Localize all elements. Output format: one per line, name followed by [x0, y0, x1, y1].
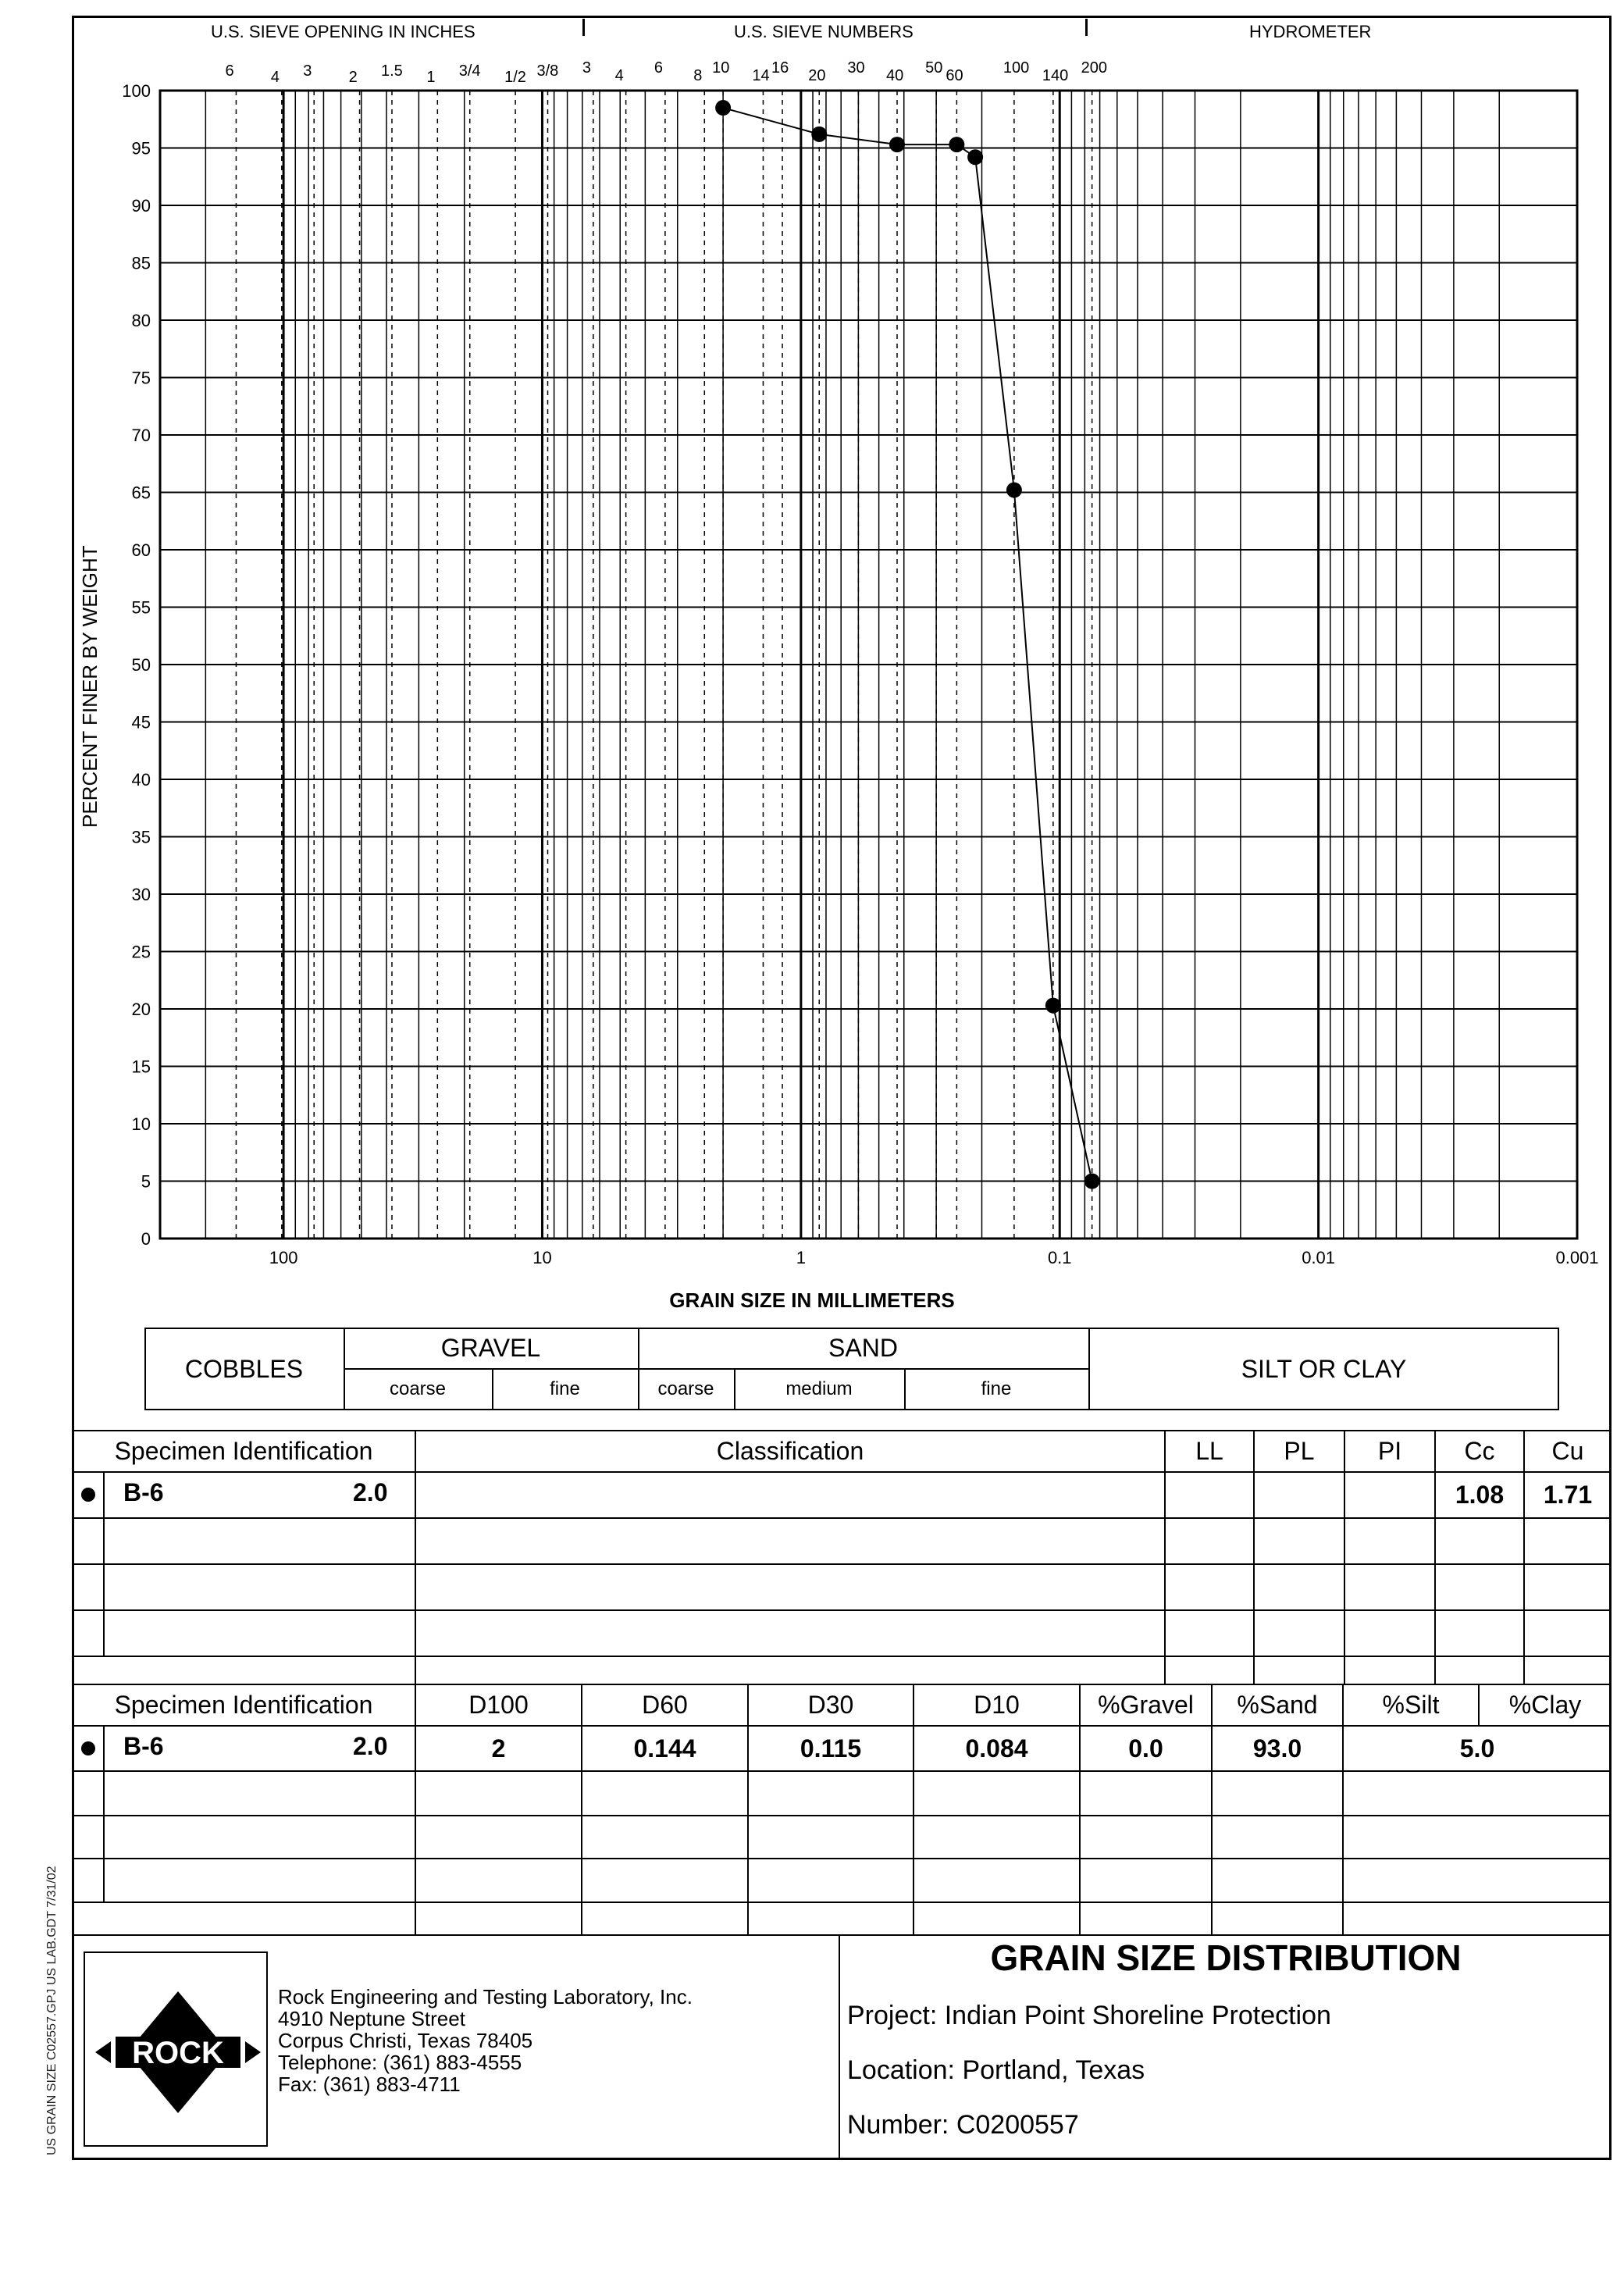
- y-axis-label: PERCENT FINER BY WEIGHT: [78, 545, 102, 828]
- sieve-number-label: 30: [847, 59, 865, 77]
- x-tick-label: 0.01: [1302, 1248, 1336, 1267]
- t1-header-cu: Cu: [1551, 1437, 1584, 1465]
- t1-header-pi: PI: [1377, 1437, 1402, 1465]
- t2-header-gravel: %Gravel: [1098, 1691, 1194, 1719]
- sand-label: SAND: [828, 1333, 898, 1362]
- sieve-inch-label: 2: [348, 69, 358, 86]
- rock-logo: [92, 1990, 264, 2115]
- sand-medium-label: medium: [785, 1378, 853, 1399]
- sieve-number-label: 200: [1081, 59, 1108, 77]
- sieve-inch-label: 1.5: [380, 62, 403, 80]
- gravel-coarse-label: coarse: [389, 1378, 447, 1399]
- y-tick-label: 40: [131, 770, 151, 789]
- y-tick-label: 95: [131, 138, 151, 159]
- y-tick-label: 5: [141, 1171, 151, 1192]
- sieve-number-label: 8: [693, 67, 703, 84]
- y-tick-label: 100: [122, 81, 151, 101]
- project-info: Project: Indian Point Shoreline Protection: [847, 2001, 1331, 2030]
- t1-row-cu: 1.71: [1543, 1481, 1593, 1509]
- sieve-number-label: 3: [582, 59, 591, 77]
- t2-row-depth: 2.0: [353, 1732, 388, 1760]
- t2-header-d100: D100: [468, 1691, 529, 1719]
- t2-row-d30: 0.115: [800, 1734, 862, 1763]
- y-tick-label: 25: [131, 942, 151, 962]
- hydrometer-label: HYDROMETER: [1249, 22, 1372, 41]
- t1-row-specimen: B-6: [123, 1478, 164, 1506]
- silt-clay-label: SILT OR CLAY: [1241, 1354, 1407, 1383]
- t2-row-d100: 2: [491, 1734, 506, 1763]
- t2-row-marker: [81, 1741, 95, 1755]
- sieve-number-label: 6: [654, 59, 663, 77]
- logo-text: ROCK: [132, 2036, 224, 2070]
- t1-row-marker: [81, 1488, 95, 1502]
- sieve-number-label: 60: [946, 67, 963, 84]
- report-title: GRAIN SIZE DISTRIBUTION: [990, 1937, 1462, 1978]
- t1-header-classification: Classification: [716, 1437, 864, 1465]
- sieve-inch-label: 6: [225, 62, 234, 80]
- sieve-number-label: 16: [771, 59, 789, 77]
- t1-row-depth: 2.0: [353, 1478, 388, 1506]
- sieve-number-label: 140: [1042, 67, 1069, 84]
- sieve-number-label: 100: [1003, 59, 1030, 77]
- y-tick-label: 10: [131, 1114, 151, 1134]
- y-tick-label: 20: [131, 1000, 151, 1019]
- company-fax: Fax: (361) 883-4711: [278, 2073, 461, 2096]
- t2-header-d10: D10: [974, 1691, 1020, 1719]
- company-name: Rock Engineering and Testing Laboratory, Inc.: [278, 1985, 693, 2008]
- y-tick-label: 65: [131, 483, 151, 503]
- y-tick-label: 85: [131, 253, 151, 273]
- gravel-label: GRAVEL: [440, 1333, 541, 1362]
- t2-header-specimen: Specimen Identification: [114, 1691, 373, 1719]
- sand-fine-label: fine: [981, 1378, 1012, 1399]
- company-city: Corpus Christi, Texas 78405: [278, 2029, 533, 2052]
- x-tick-label: 1: [796, 1248, 806, 1267]
- cobbles-label: COBBLES: [184, 1354, 304, 1383]
- x-tick-label: 0.1: [1047, 1248, 1072, 1267]
- sieve-inch-label: 1/2: [504, 69, 526, 86]
- sieve-inch-label: 4: [270, 69, 280, 86]
- x-tick-label: 100: [269, 1248, 298, 1267]
- t2-row-gravel: 0.0: [1128, 1734, 1163, 1763]
- t2-header-d60: D60: [642, 1691, 688, 1719]
- t1-row-cc: 1.08: [1455, 1481, 1505, 1509]
- y-tick-label: 45: [131, 712, 151, 732]
- t1-header-specimen: Specimen Identification: [114, 1437, 373, 1465]
- t1-header-pl: PL: [1284, 1437, 1315, 1465]
- t2-header-silt: %Silt: [1382, 1691, 1440, 1719]
- t2-row-d60: 0.144: [633, 1734, 696, 1763]
- y-tick-label: 80: [131, 311, 151, 330]
- t1-header-ll: LL: [1195, 1437, 1223, 1465]
- t2-row-d10: 0.084: [965, 1734, 1028, 1763]
- y-tick-label: 35: [131, 827, 151, 847]
- t2-header-clay: %Clay: [1508, 1691, 1582, 1719]
- t1-row-pi: [1344, 1472, 1435, 1518]
- sieve-inch-label: 1: [426, 69, 436, 86]
- sieve-inch-label: 3: [303, 62, 312, 80]
- y-tick-label: 70: [131, 426, 151, 445]
- x-tick-label: 10: [532, 1248, 552, 1267]
- company-phone: Telephone: (361) 883-4555: [278, 2051, 522, 2074]
- y-tick-label: 0: [141, 1229, 151, 1249]
- sieve-numbers-label: U.S. SIEVE NUMBERS: [734, 22, 914, 41]
- x-axis-label: GRAIN SIZE IN MILLIMETERS: [669, 1288, 955, 1312]
- y-tick-label: 30: [131, 885, 151, 904]
- t1-header-cc: Cc: [1464, 1437, 1495, 1465]
- sieve-number-label: 14: [752, 67, 770, 84]
- location-info: Location: Portland, Texas: [847, 2055, 1145, 2085]
- company-street: 4910 Neptune Street: [278, 2007, 465, 2030]
- y-tick-label: 75: [131, 368, 151, 388]
- sieve-inches-label: U.S. SIEVE OPENING IN INCHES: [211, 22, 475, 41]
- sieve-inch-label: 3/8: [536, 62, 559, 80]
- x-tick-label: 0.001: [1555, 1248, 1599, 1267]
- t1-row-ll: [1165, 1472, 1254, 1518]
- sieve-number-label: 10: [712, 59, 730, 77]
- sieve-inch-label: 3/4: [458, 62, 481, 80]
- t1-row-classification: [415, 1472, 1165, 1518]
- t2-row-silt-clay: 5.0: [1459, 1734, 1495, 1763]
- sieve-number-label: 4: [614, 67, 624, 84]
- t2-header-d30: D30: [807, 1691, 854, 1719]
- number-info: Number: C0200557: [847, 2110, 1079, 2140]
- y-tick-label: 15: [131, 1057, 151, 1077]
- t2-row-sand: 93.0: [1252, 1734, 1302, 1763]
- y-tick-label: 50: [131, 655, 151, 675]
- y-tick-label: 55: [131, 597, 151, 618]
- sieve-number-label: 20: [808, 67, 826, 84]
- y-tick-label: 60: [131, 540, 151, 560]
- gravel-fine-label: fine: [550, 1378, 580, 1399]
- sieve-number-label: 40: [886, 67, 904, 84]
- file-side-label: US GRAIN SIZE C02557.GPJ US LAB.GDT 7/31/02: [45, 1866, 59, 2155]
- t2-header-sand: %Sand: [1237, 1691, 1318, 1719]
- t2-row-specimen: B-6: [123, 1732, 164, 1760]
- t1-row-pl: [1254, 1472, 1344, 1518]
- y-tick-label: 90: [131, 196, 151, 216]
- sieve-number-label: 50: [925, 59, 943, 77]
- sand-coarse-label: coarse: [657, 1378, 714, 1399]
